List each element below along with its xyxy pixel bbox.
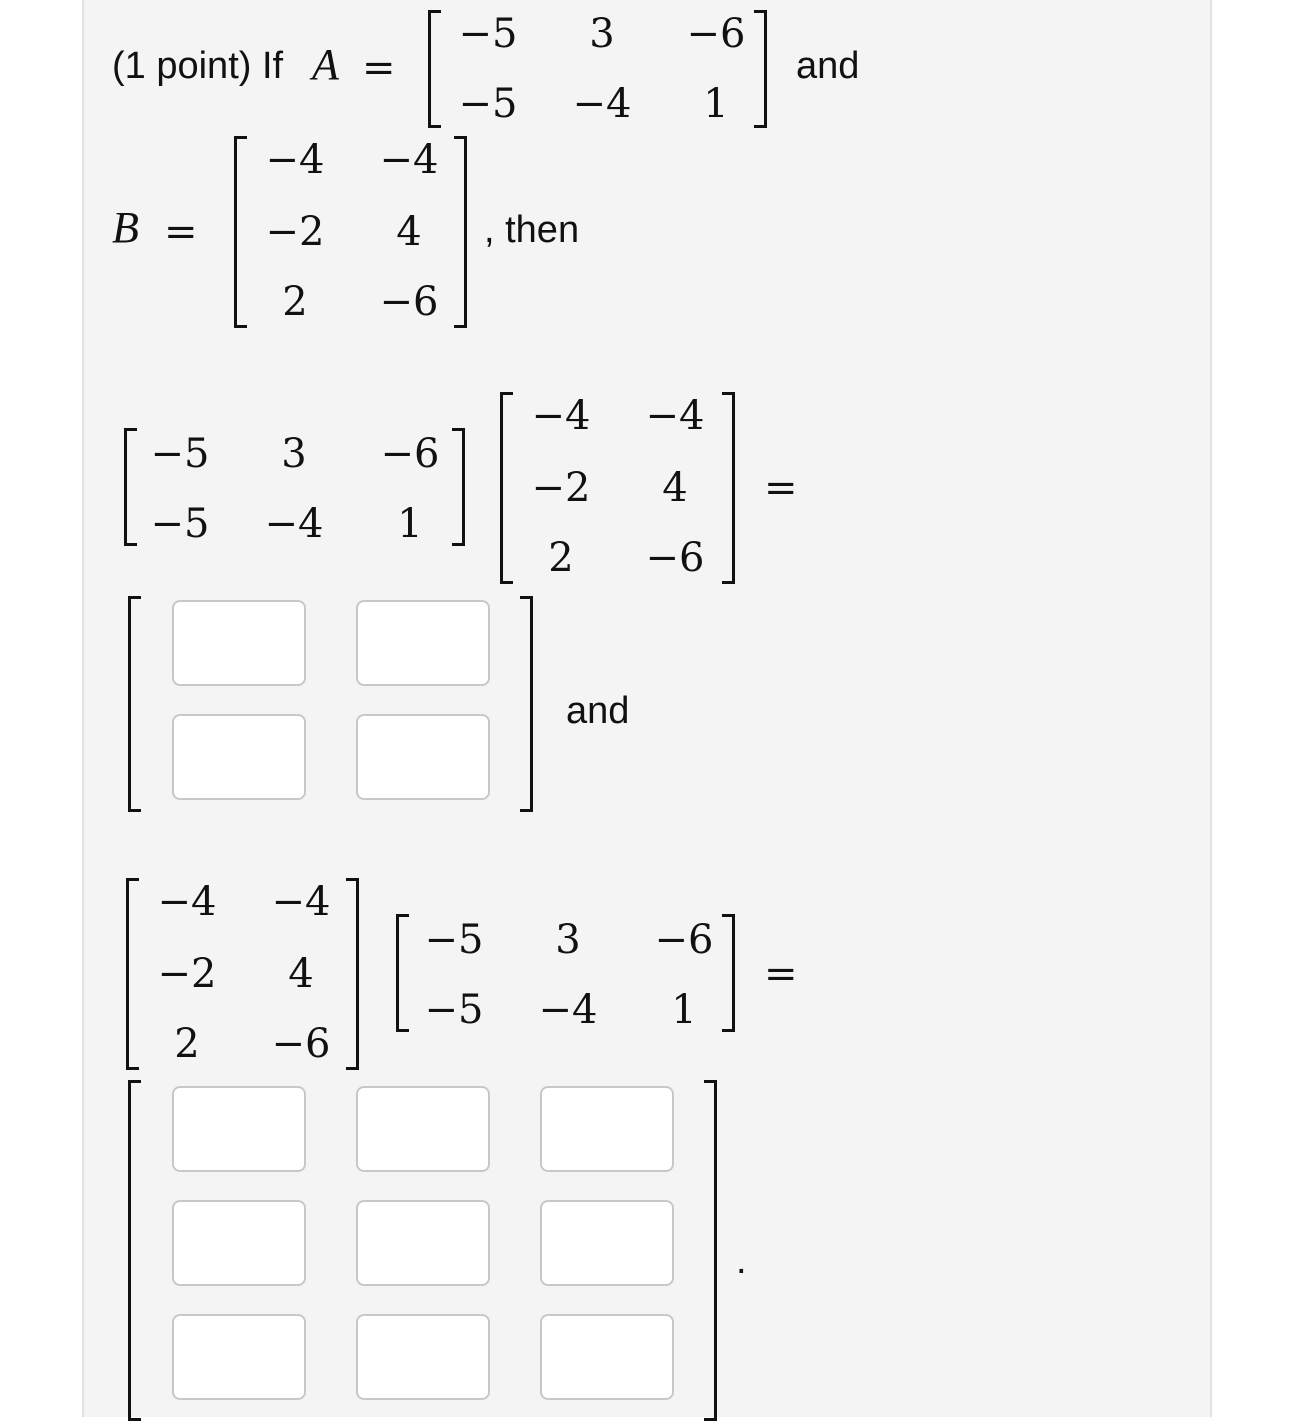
equals-sign: = bbox=[164, 209, 198, 255]
matrix-b-cell: −2 bbox=[157, 951, 217, 997]
answer-ba-input[interactable] bbox=[356, 1086, 490, 1172]
answer-ba-input[interactable] bbox=[356, 1314, 490, 1400]
matrix-a-cell: 1 bbox=[671, 987, 697, 1033]
answer-bracket-left bbox=[128, 1080, 141, 1421]
matrix-a-cell: −4 bbox=[264, 501, 324, 547]
equals-sign: = bbox=[764, 951, 798, 997]
and-text: and bbox=[796, 45, 860, 87]
matrix-b-cell: −2 bbox=[265, 209, 325, 255]
matrix-bracket-right bbox=[454, 136, 467, 328]
matrix-a-cell: −4 bbox=[572, 81, 632, 127]
matrix-a-cell: 1 bbox=[703, 81, 729, 127]
and-text: and bbox=[566, 690, 630, 732]
matrix-bracket-left bbox=[234, 136, 247, 328]
matrix-bracket-left bbox=[396, 914, 409, 1032]
matrix-b-cell: −6 bbox=[271, 1021, 331, 1067]
matrix-bracket-left bbox=[428, 10, 441, 128]
matrix-a-cell: −4 bbox=[538, 987, 598, 1033]
matrix-b-cell: −4 bbox=[265, 137, 325, 183]
matrix-bracket-right bbox=[722, 392, 735, 584]
answer-ba-input[interactable] bbox=[356, 1200, 490, 1286]
equals-sign: = bbox=[362, 45, 396, 91]
answer-ab-input[interactable] bbox=[356, 714, 490, 800]
answer-ba-input[interactable] bbox=[540, 1086, 674, 1172]
answer-bracket-left bbox=[128, 596, 141, 812]
matrix-b-cell: −4 bbox=[531, 393, 591, 439]
variable-b: B bbox=[112, 203, 139, 252]
matrix-b-cell: 4 bbox=[396, 209, 422, 255]
matrix-a-cell: −5 bbox=[458, 81, 518, 127]
matrix-b-cell: −6 bbox=[379, 279, 439, 325]
then-text: , then bbox=[484, 209, 580, 251]
matrix-bracket-right bbox=[346, 878, 359, 1070]
answer-bracket-right bbox=[520, 596, 533, 812]
matrix-b-cell: 4 bbox=[662, 465, 688, 511]
matrix-a-cell: −6 bbox=[380, 431, 440, 477]
matrix-b-cell: 2 bbox=[174, 1021, 200, 1067]
answer-ba-input[interactable] bbox=[172, 1314, 306, 1400]
matrix-a-cell: −5 bbox=[424, 917, 484, 963]
matrix-a-cell: 3 bbox=[281, 431, 307, 477]
matrix-bracket-left bbox=[500, 392, 513, 584]
answer-ba-input[interactable] bbox=[172, 1200, 306, 1286]
answer-ab-input[interactable] bbox=[172, 714, 306, 800]
answer-bracket-right bbox=[704, 1080, 717, 1421]
matrix-a-cell: −6 bbox=[686, 11, 746, 57]
matrix-b-cell: −4 bbox=[645, 393, 705, 439]
variable-a: A bbox=[312, 40, 339, 89]
matrix-a-cell: −5 bbox=[424, 987, 484, 1033]
matrix-a-cell: 3 bbox=[555, 917, 581, 963]
matrix-a-cell: −5 bbox=[458, 11, 518, 57]
matrix-b-cell: −4 bbox=[157, 879, 217, 925]
answer-ab-input[interactable] bbox=[172, 600, 306, 686]
matrix-a-cell: 1 bbox=[397, 501, 423, 547]
matrix-a-cell: −5 bbox=[150, 501, 210, 547]
answer-ba-input[interactable] bbox=[540, 1314, 674, 1400]
matrix-b-cell: 2 bbox=[282, 279, 308, 325]
matrix-bracket-left bbox=[124, 428, 137, 546]
problem-intro: (1 point) If bbox=[112, 45, 284, 87]
answer-ba-input[interactable] bbox=[540, 1200, 674, 1286]
equals-sign: = bbox=[764, 465, 798, 511]
matrix-b-cell: −4 bbox=[271, 879, 331, 925]
period-text: . bbox=[736, 1240, 747, 1282]
matrix-bracket-left bbox=[126, 878, 139, 1070]
matrix-b-cell: 2 bbox=[548, 535, 574, 581]
matrix-a-cell: 3 bbox=[589, 11, 615, 57]
matrix-bracket-right bbox=[452, 428, 465, 546]
answer-ba-input[interactable] bbox=[172, 1086, 306, 1172]
matrix-b-cell: −2 bbox=[531, 465, 591, 511]
answer-ab-input[interactable] bbox=[356, 600, 490, 686]
matrix-b-cell: −4 bbox=[379, 137, 439, 183]
matrix-a-cell: −6 bbox=[654, 917, 714, 963]
matrix-b-cell: −6 bbox=[645, 535, 705, 581]
matrix-b-cell: 4 bbox=[288, 951, 314, 997]
matrix-a-cell: −5 bbox=[150, 431, 210, 477]
